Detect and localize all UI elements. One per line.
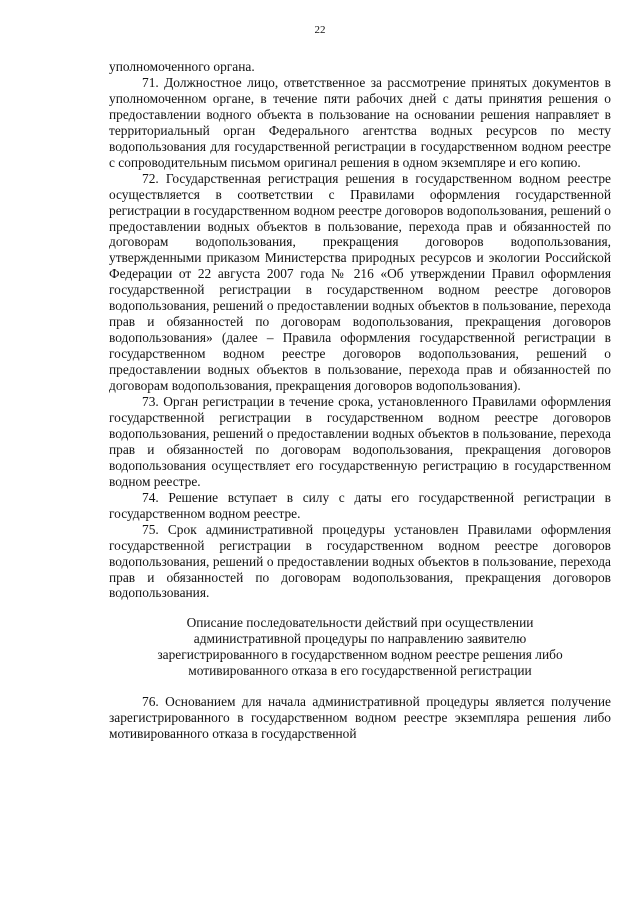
page-number: 22 xyxy=(314,24,326,36)
section-heading-line: мотивированного отказа в его государственной регистрации xyxy=(188,663,532,679)
document-body xyxy=(109,59,611,742)
section-heading-line: Описание последовательности действий при осуществлении xyxy=(186,615,534,631)
paragraph-72: 72. Государственная регистрация решения в государственном водном реестре осуществляется в соответствии с Правилами оформления государственной регистрации в государственном водном реестре договоров водопользования, решений о предоставлении водных объектов в пользование, перехода прав и обязанностей по договорам водопользования, прекращения договоров водопользования, утвержденными приказом Министерства природных ресурсов и экологии Российской Федерации от 22 августа 2007 года № 216 «Об утверждении Правил оформления государственной регистрации в государственном водном реестре договоров водопользования, решений о предоставлении водных объектов в пользование, перехода прав и обязанностей по договорам водопользования, прекращения договоров водопользования» (далее – Правила оформления государственной регистрации в государственном водном реестре договоров водопользования, решений о предоставлении водных объектов в пользование, перехода прав и обязанностей по договорам водопользования, прекращения договоров водопользования). xyxy=(109,170,611,394)
section-heading xyxy=(109,615,611,679)
paragraph-76: 76. Основанием для начала административной процедуры является получение зарегистрированного в государственном водном реестре экземпляра решения либо мотивированного отказа в государственной xyxy=(109,694,611,742)
section-heading-line: зарегистрированного в государственном водном реестре решения либо xyxy=(157,647,563,663)
paragraph-74: 74. Решение вступает в силу с даты его государственной регистрации в государственном водном реестре. xyxy=(109,489,611,521)
paragraph-71: 71. Должностное лицо, ответственное за рассмотрение принятых документов в уполномоченном органе, в течение пяти рабочих дней с даты принятия решения о предоставлении водного объекта в пользование на основании решения направляет в территориальный орган Федерального агентства водных ресурсов по месту водопользования для государственной регистрации в государственном водном реестре с сопроводительным письмом оригинал решения в одном экземпляре и его копию. xyxy=(109,74,611,170)
section-heading-line: административной процедуры по направлению заявителю xyxy=(193,631,527,647)
paragraph-73: 73. Орган регистрации в течение срока, установленного Правилами оформления государственной регистрации в государственном водном реестре договоров водопользования, решений о предоставлении водных объектов в пользование, перехода прав и обязанностей по договорам водопользования, прекращения договоров водопользования осуществляет его государственную регистрацию в государственном водном реестре. xyxy=(109,394,611,489)
paragraph-75: 75. Срок административной процедуры установлен Правилами оформления государственной регистрации в государственном водном реестре договоров водопользования, решений о предоставлении водных объектов в пользование, перехода прав и обязанностей по договорам водопользования, прекращения договоров водопользования. xyxy=(109,521,611,601)
paragraph-continuation: уполномоченного органа. xyxy=(109,59,255,74)
